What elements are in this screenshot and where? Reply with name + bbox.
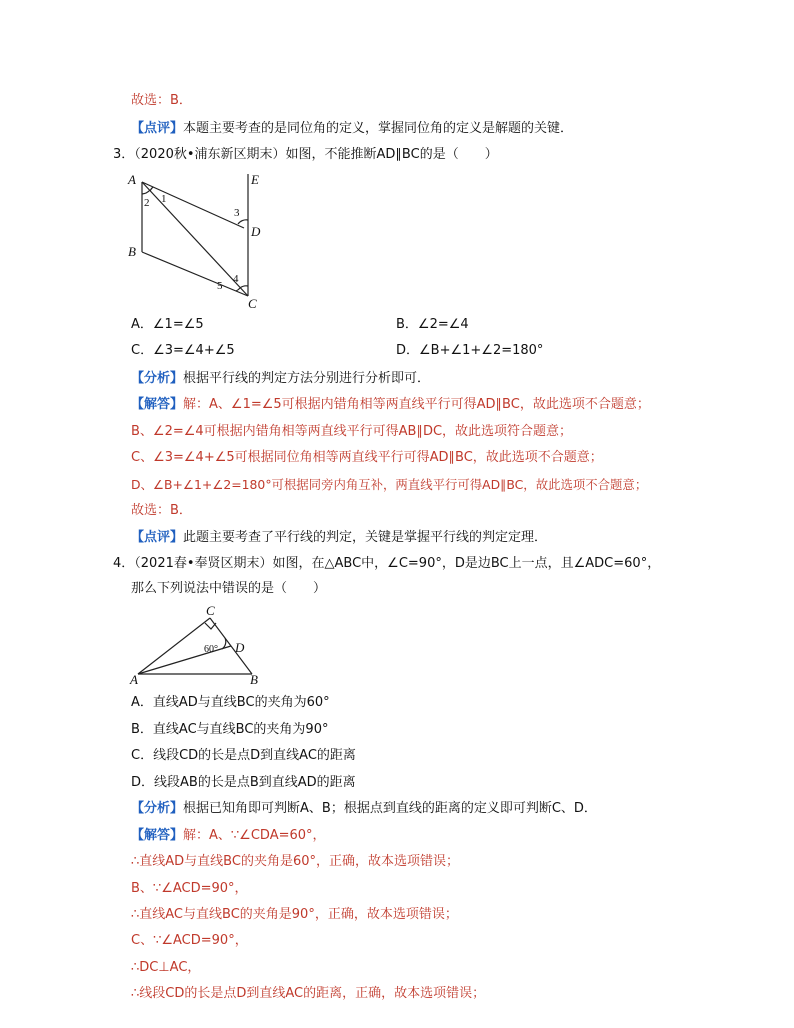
q3-arc-5 <box>236 288 240 291</box>
q4-solution-5: C、∵∠ACD=90°， <box>131 933 248 948</box>
q3-label-D: D <box>251 224 261 239</box>
q3-analysis <box>131 370 430 388</box>
q4-option-d: D．线段AB的长是点B到直线AD的距离 <box>131 775 356 790</box>
q4-seg-AC <box>138 618 210 674</box>
q4-stem-1: 4．（2021春•奉贤区期末）如图，在△ABC中，∠C=90°，D是边BC上一点，且∠ADC=60°， <box>113 556 661 571</box>
q4-label-D: D <box>235 640 245 655</box>
q4-solution-1 <box>131 827 326 845</box>
comment-line <box>131 120 573 138</box>
q4-figure <box>128 602 268 686</box>
q4-label-A: A <box>130 672 138 686</box>
q3-arc-3 <box>238 220 248 224</box>
comment-tag: 【点评】 <box>131 121 184 136</box>
q4-solution-tag: 【解答】 <box>131 828 184 843</box>
q4-solution-4: ∴直线AC与直线BC的夹角是90°，正确，故本选项错误； <box>131 907 458 922</box>
q3-label-C: C <box>248 296 257 311</box>
q3-comment <box>131 529 547 547</box>
q3-stem: 3．（2020秋•浦东新区期末）如图，不能推断AD∥BC的是（ ） <box>113 147 498 162</box>
q3-arc-2 <box>142 190 150 194</box>
q4-angle-60: 60° <box>204 644 218 655</box>
q3-label-E: E <box>251 172 259 187</box>
q4-analysis-tag: 【分析】 <box>131 801 184 816</box>
q3-analysis-tag: 【分析】 <box>131 371 184 386</box>
answer-choice: 故选：B． <box>131 93 192 108</box>
q3-angle-2: 2 <box>144 197 150 209</box>
q4-solution-1-text: 解：A、∵∠CDA=60°， <box>183 828 326 843</box>
q4-stem-2: 那么下列说法中错误的是（ ） <box>131 581 327 596</box>
q4-solution-2: ∴直线AD与直线BC的夹角是60°，正确，故本选项错误； <box>131 854 459 869</box>
q3-seg-AD <box>142 182 244 228</box>
q3-option-a: A．∠1=∠5 <box>131 317 204 332</box>
q4-analysis-text: 根据已知角即可判断A、B；根据点到直线的距离的定义即可判断C、D． <box>183 801 597 816</box>
q3-solution-1-text: 解：A、∠1=∠5可根据内错角相等两直线平行可得AD∥BC，故此选项不合题意； <box>183 397 650 412</box>
q3-solution-tag: 【解答】 <box>131 397 184 412</box>
q4-option-a: A．直线AD与直线BC的夹角为60° <box>131 695 330 710</box>
q3-option-b: B．∠2=∠4 <box>396 317 469 332</box>
q3-option-c: C．∠3=∠4+∠5 <box>131 343 235 358</box>
q4-solution-3: B、∵∠ACD=90°， <box>131 881 248 896</box>
q4-option-b: B．直线AC与直线BC的夹角为90° <box>131 722 329 737</box>
q3-arc-1 <box>150 187 153 191</box>
q3-comment-tag: 【点评】 <box>131 530 184 545</box>
q3-angle-5: 5 <box>217 280 223 292</box>
q3-option-d: D．∠B+∠1+∠2=180° <box>396 343 544 358</box>
q4-analysis <box>131 800 597 818</box>
q3-answer-choice: 故选：B． <box>131 503 192 518</box>
q4-label-C: C <box>206 603 215 618</box>
q3-label-B: B <box>128 244 136 259</box>
q3-solution-4: D、∠B+∠1+∠2=180°可根据同旁内角互补，两直线平行可得AD∥BC，故此选项不合题意； <box>131 477 648 492</box>
q3-arc-4 <box>240 286 248 288</box>
q3-figure <box>120 168 270 313</box>
q3-solution-2: B、∠2=∠4可根据内错角相等两直线平行可得AB∥DC，故此选项符合题意； <box>131 424 573 439</box>
comment-text: 本题主要考查的是同位角的定义，掌握同位角的定义是解题的关键． <box>183 121 574 136</box>
q3-angle-1: 1 <box>161 193 167 205</box>
q3-analysis-text: 根据平行线的判定方法分别进行分析即可． <box>183 371 431 386</box>
q3-angle-4: 4 <box>233 273 239 285</box>
q3-label-A: A <box>128 172 136 187</box>
q3-solution-3: C、∠3=∠4+∠5可根据同位角相等两直线平行可得AD∥BC，故此选项不合题意； <box>131 450 603 465</box>
q4-option-c: C．线段CD的长是点D到直线AC的距离 <box>131 748 356 763</box>
q4-label-B: B <box>250 672 258 686</box>
q3-comment-text: 此题主要考查了平行线的判定，关键是掌握平行线的判定定理． <box>183 530 548 545</box>
q3-angle-3: 3 <box>234 207 240 219</box>
q3-solution-1 <box>131 396 650 414</box>
q4-solution-6: ∴DC⊥AC， <box>131 960 201 975</box>
q4-solution-7: ∴线段CD的长是点D到直线AC的距离，正确，故本选项错误； <box>131 986 486 1001</box>
